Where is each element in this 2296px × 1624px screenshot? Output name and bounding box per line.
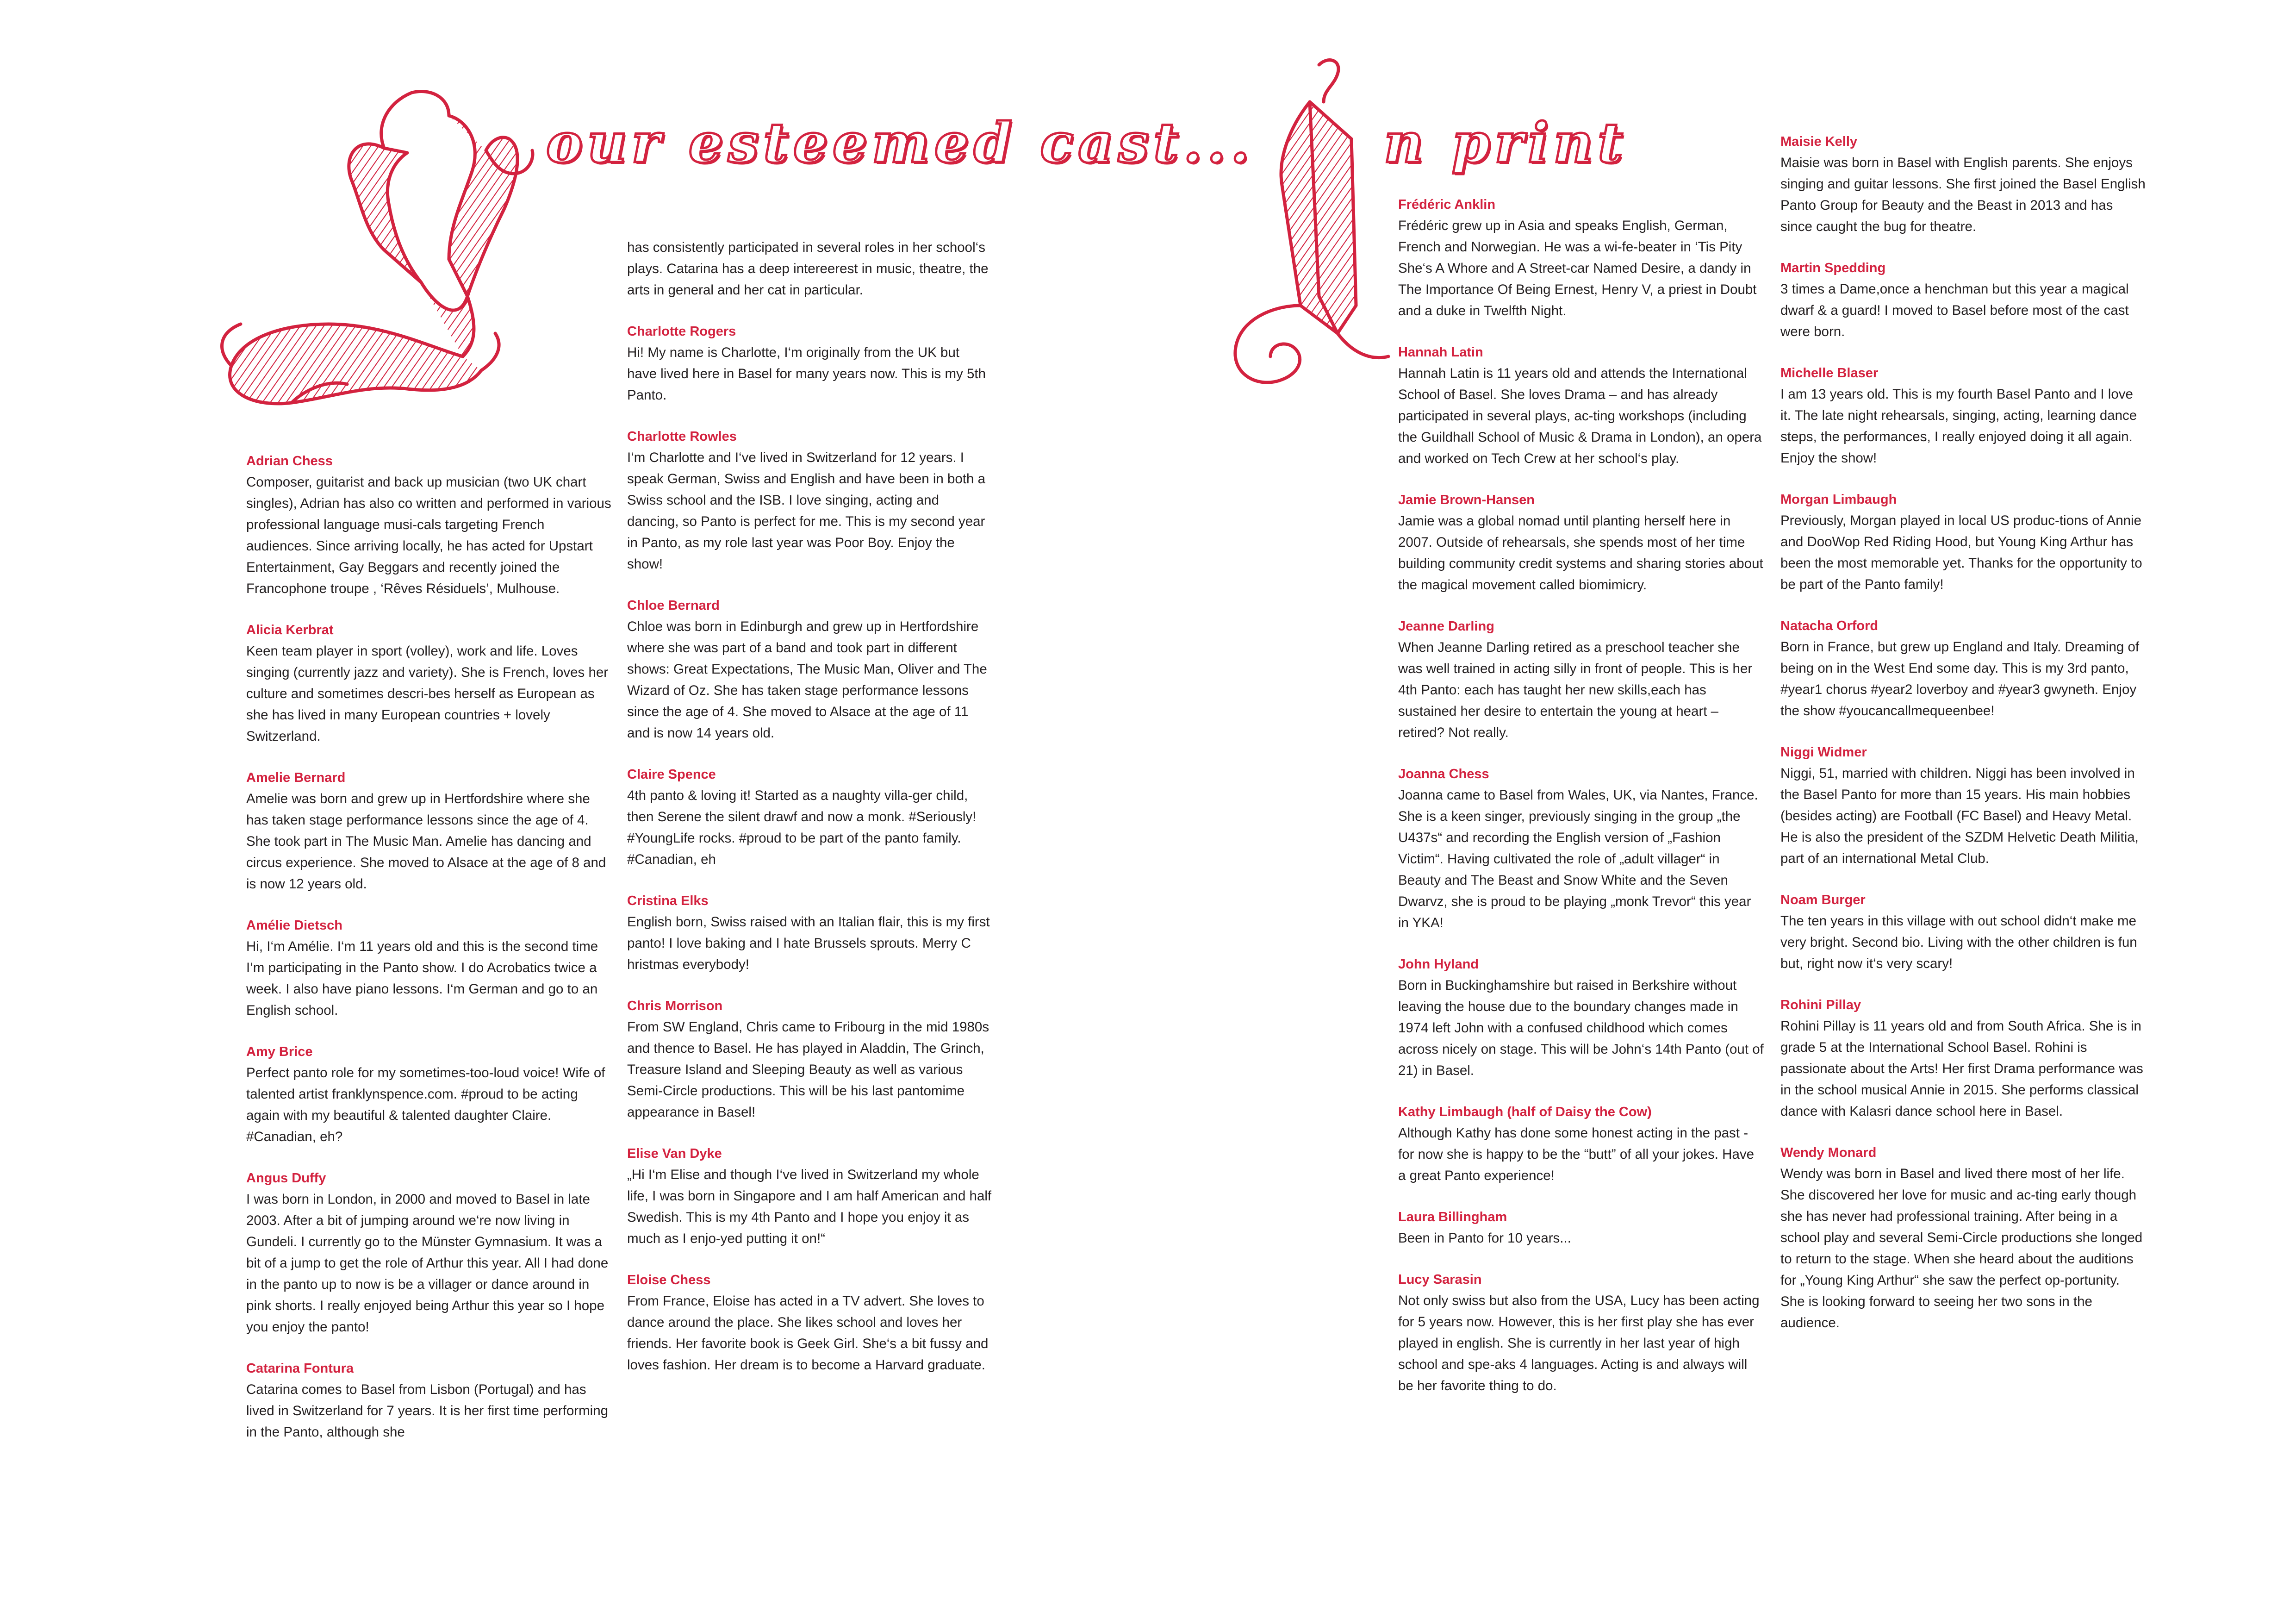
- cast-name: Jamie Brown-Hansen: [1398, 493, 1535, 507]
- cast-entry: [246, 1042, 612, 1148]
- cast-entry: [627, 595, 993, 744]
- cast-entry: [1398, 490, 1764, 596]
- cast-name: Adrian Chess: [246, 454, 333, 468]
- gothic-letter-y-icon: [190, 65, 541, 417]
- cast-bio: I was born in London, in 2000 and moved to Basel in late 2003. After a bit of jumping around we‘re now living in Gundeli. I currently go to the Münster Gymnasium. It was a bit of a jump to get the role of Arthur this year. All I had done in the panto up to now is be a villager or dance around in pink shorts. I really enjoyed being Arthur this year so I hope you enjoy the panto!: [246, 1192, 609, 1335]
- cast-entry: [1398, 194, 1764, 322]
- cast-name: Jeanne Darling: [1398, 619, 1494, 634]
- cast-bio: Composer, guitarist and back up musician (two UK chart singles), Adrian has also co written and performed in various professional language musi-cals targeting French audiences. Since arriving locally, he has acted for Upstart Entertainment, Gay Beggars and recently joined the Francophone troupe , ‘Rêves Résiduels’, Mulhouse.: [246, 475, 611, 596]
- cast-entry: [1398, 764, 1764, 934]
- cast-bio: Hi! My name is Charlotte, I‘m originally from the UK but have lived here in Basel for many years now. This is my 5th Panto.: [627, 345, 986, 403]
- title-left: our esteemed cast...: [546, 111, 1254, 175]
- cast-bio: Hi, I‘m Amélie. I‘m 11 years old and this is the second time I‘m participating in the Panto show. I do Acrobatics twice a week. I also have piano lessons. I‘m German and go to an English school.: [246, 939, 598, 1018]
- cast-name: Maisie Kelly: [1780, 134, 1858, 149]
- cast-name: Alicia Kerbrat: [246, 623, 334, 637]
- cast-name: John Hyland: [1398, 957, 1479, 972]
- cast-name: Martin Spedding: [1780, 261, 1886, 275]
- cast-name: Lucy Sarasin: [1398, 1272, 1482, 1287]
- cast-bio: When Jeanne Darling retired as a preschool teacher she was well trained in acting silly in front of people. This is her 4th Panto: each has taught her new skills,each has sustained her desire to entertain the young at heart – retired? Not really.: [1398, 640, 1753, 740]
- cast-entry: [1398, 342, 1764, 469]
- column-3: [1398, 194, 1764, 1417]
- cast-bio: Perfect panto role for my sometimes-too-loud voice! Wife of talented artist franklynspence.com. #proud to be acting again with my beautiful & talented daughter Claire. #Canadian, eh?: [246, 1065, 605, 1144]
- cast-entry: [246, 1168, 612, 1338]
- cast-entry: [1780, 131, 2146, 237]
- cast-name: Joanna Chess: [1398, 767, 1489, 781]
- cast-entry: [627, 321, 993, 406]
- cast-name: Morgan Limbaugh: [1780, 492, 1897, 507]
- cast-name: Hannah Latin: [1398, 345, 1483, 360]
- cast-name: Frédéric Anklin: [1398, 197, 1496, 212]
- cast-bio: Catarina comes to Basel from Lisbon (Portugal) and has lived in Switzerland for 7 years. It is her first time performing in the Panto, although she: [246, 1382, 609, 1440]
- cast-bio: From SW England, Chris came to Fribourg in the mid 1980s and thence to Basel. He has played in Aladdin, The Grinch, Treasure Island and Sleeping Beauty as well as various Semi-Circle productions. This will be his last pantomime appearance in Basel!: [627, 1019, 989, 1120]
- cast-bio: I am 13 years old. This is my fourth Basel Panto and I love it. The late night rehearsals, singing, acting, learning dance steps, the performances, I really enjoyed doing it all again. Enjoy the show!: [1780, 387, 2137, 466]
- cast-name: Chris Morrison: [627, 999, 723, 1013]
- cast-entry: [1780, 616, 2146, 722]
- cast-bio: Born in Buckinghamshire but raised in Berkshire without leaving the house due to the boundary changes made in 1974 left John with a confused childhood which comes across nicely on stage. This will be John‘s 14th Panto (out of 21) in Basel.: [1398, 978, 1764, 1078]
- cast-name: Niggi Widmer: [1780, 745, 1867, 760]
- column-2: [627, 237, 993, 1396]
- cast-bio: Although Kathy has done some honest acting in the past - for now she is happy to be the “butt” of all your jokes. Have a great Panto experience!: [1398, 1125, 1755, 1183]
- cast-entry: [1780, 1143, 2146, 1334]
- cast-name: Michelle Blaser: [1780, 366, 1879, 381]
- cast-entry: [1780, 363, 2146, 469]
- cast-bio: Niggi, 51, married with children. Niggi has been involved in the Basel Panto for more than 15 years. His main hobbies (besides acting) are Football (FC Basel) and Heavy Metal. He is also the president of the SZDM Helvetic Death Militia, part of an international Metal Club.: [1780, 766, 2139, 866]
- cast-bio: Not only swiss but also from the USA, Lucy has been acting for 5 years now. However, this is her first play she has ever played in english. She is currently in her last year of high school and spe-aks 4 languages. Acting is and always will be her favorite thing to do.: [1398, 1293, 1760, 1393]
- cast-name: Wendy Monard: [1780, 1145, 1877, 1160]
- cast-name: Charlotte Rogers: [627, 324, 736, 339]
- cast-bio: The ten years in this village with out school didn‘t make me very bright. Second bio. Living with the other children is fun but, right now it‘s very scary!: [1780, 913, 2137, 971]
- cast-bio: Wendy was born in Basel and lived there most of her life. She discovered her love for music and ac-ting early though she has never had professional training. After being in a school play and several Semi-Circle productions she longed to return to the stage. When she heard about the auditions for „Young King Arthur“ she saw the perfect op-portunity. She is looking forward to seeing her two sons in the audience.: [1780, 1166, 2143, 1330]
- cast-bio: „Hi I‘m Elise and though I‘ve lived in Switzerland my whole life, I was born in Singapore and I am half American and half Swedish. This is my 4th Panto and I hope you enjoy it as much as I enjo-yed putting it on!“: [627, 1167, 992, 1246]
- cast-entry: [627, 891, 993, 975]
- cast-entry: [246, 768, 612, 895]
- cast-entry: [1780, 489, 2146, 595]
- cast-entry: [246, 451, 612, 600]
- cast-name: Eloise Chess: [627, 1273, 711, 1287]
- cast-name: Cristina Elks: [627, 893, 709, 908]
- cast-bio: 3 times a Dame,once a henchman but this year a magical dwarf & a guard! I moved to Basel before most of the cast were born.: [1780, 281, 2129, 339]
- gothic-letter-i-icon: [1213, 46, 1398, 407]
- cast-bio: Keen team player in sport (volley), work and life. Loves singing (currently jazz and variety). She is French, loves her culture and sometimes descri-bes herself as European as she has lived in many European countries + lovely Switzerland.: [246, 643, 609, 744]
- cast-name: Chloe Bernard: [627, 598, 720, 613]
- cast-name: Amy Brice: [246, 1044, 313, 1059]
- cast-name: Amélie Dietsch: [246, 918, 342, 933]
- cast-bio: Been in Panto for 10 years...: [1398, 1230, 1571, 1246]
- cast-entry: [1780, 890, 2146, 974]
- cast-entry: [627, 764, 993, 870]
- cast-name: Kathy Limbaugh (half of Daisy the Cow): [1398, 1105, 1652, 1119]
- cast-entry: [1398, 1102, 1764, 1187]
- cast-bio: Born in France, but grew up England and Italy. Dreaming of being on in the West End some day. This is my 3rd panto, #year1 chorus #year2 loverboy and #year3 gwyneth. Enjoy the show #youcancallmequeenbee!: [1780, 639, 2140, 718]
- cast-entry: [1780, 742, 2146, 869]
- cast-bio: I‘m Charlotte and I‘ve lived in Switzerland for 12 years. I speak German, Swiss and English and have been in both a Swiss school and the ISB. I love singing, acting and dancing, so Panto is perfect for me. This is my second year in Panto, as my role last year was Poor Boy. Enjoy the show!: [627, 450, 986, 572]
- cast-name: Angus Duffy: [246, 1171, 326, 1186]
- cast-entry: [627, 1143, 993, 1249]
- cast-entry: [246, 620, 612, 747]
- cast-entry: [246, 1358, 612, 1443]
- title-right: n print: [1384, 111, 1628, 175]
- cast-entry: [1398, 616, 1764, 743]
- cast-entry: [1398, 954, 1764, 1081]
- cast-bio: Hannah Latin is 11 years old and attends the International School of Basel. She loves Drama – and has already participated in several plays, ac-ting workshops (including the Guildhall School of Music & Drama in London), an opera and worked on Tech Crew at her school‘s play.: [1398, 366, 1762, 466]
- cast-entry: [627, 426, 993, 575]
- cast-entry: [1398, 1207, 1764, 1249]
- cast-bio: 4th panto & loving it! Started as a naughty villa-ger child, then Serene the silent drawf and now a monk. #Seriously! #YoungLife rocks. #proud to be part of the panto family. #Canadian, eh: [627, 788, 977, 867]
- cast-name: Charlotte Rowles: [627, 429, 737, 444]
- cast-entry: [627, 996, 993, 1123]
- cast-entry: [1780, 995, 2146, 1122]
- cast-name: Catarina Fontura: [246, 1361, 354, 1376]
- cast-bio: Amelie was born and grew up in Hertfordshire where she has taken stage performance lessons since the age of 4. She took part in The Music Man. Amelie has dancing and circus experience. She moved to Alsace at the age of 8 and is now 12 years old.: [246, 791, 606, 892]
- column-4: [1780, 131, 2146, 1354]
- cast-bio: From France, Eloise has acted in a TV advert. She loves to dance around the place. She likes school and loves her friends. Her favorite book is Geek Girl. She‘s a bit fussy and loves fashion. Her dream is to become a Harvard graduate.: [627, 1293, 989, 1373]
- cast-name: Claire Spence: [627, 767, 716, 782]
- cast-name: Amelie Bernard: [246, 770, 346, 785]
- column-1: [246, 451, 612, 1463]
- cast-name: Natacha Orford: [1780, 618, 1879, 633]
- cast-bio: Frédéric grew up in Asia and speaks English, German, French and Norwegian. He was a wi-fe-beater in ‘Tis Pity She‘s A Whore and A Street-car Named Desire, a dandy in The Importance Of Being Ernest, Henry V, a priest in Doubt and a duke in Twelfth Night.: [1398, 218, 1757, 319]
- cast-bio: Joanna came to Basel from Wales, UK, via Nantes, France. She is a keen singer, previously singing in the group „the U437s“ and recording the English version of „Fashion Victim“. Having cultivated the role of „adult villager“ in Beauty and The Beast and Snow White and the Seven Dwarvz, she is proud to be playing „monk Trevor“ this year in YKA!: [1398, 787, 1758, 931]
- cast-bio: Rohini Pillay is 11 years old and from South Africa. She is in grade 5 at the International School Basel. Rohini is passionate about the Arts! Her first Drama performance was in the school musical Annie in 2015. She performs classical dance with Kalasri dance school here in Basel.: [1780, 1018, 2143, 1119]
- cast-bio: Jamie was a global nomad until planting herself here in 2007. Outside of rehearsals, she spends most of her time building community credit systems and sharing stories about the magical movement called biomimicry.: [1398, 513, 1763, 593]
- cast-entry: [246, 915, 612, 1021]
- cast-bio: has consistently participated in several roles in her school‘s plays. Catarina has a deep intereerest in music, theatre, the arts in general and her cat in particular.: [627, 240, 989, 298]
- cast-entry-continued: [627, 237, 993, 301]
- cast-name: Noam Burger: [1780, 893, 1866, 907]
- cast-name: Elise Van Dyke: [627, 1146, 722, 1161]
- cast-bio: English born, Swiss raised with an Italian flair, this is my first panto! I love baking and I hate Brussels sprouts. Merry C hristmas everybody!: [627, 914, 990, 972]
- cast-entry: [1780, 258, 2146, 343]
- cast-name: Rohini Pillay: [1780, 998, 1861, 1012]
- cast-bio: Previously, Morgan played in local US produc-tions of Annie and DooWop Red Riding Hood, but Young King Arthur has been the most memorable yet. Thanks for the opportunity to be part of the Panto family!: [1780, 513, 2142, 592]
- cast-bio: Chloe was born in Edinburgh and grew up in Hertfordshire where she was part of a band and took part in different shows: Great Expectations, The Music Man, Oliver and The Wizard of Oz. She has taken stage performance lessons since the age of 4. She moved to Alsace at the age of 11 and is now 14 years old.: [627, 619, 987, 741]
- cast-name: Laura Billingham: [1398, 1210, 1507, 1224]
- cast-bio: Maisie was born in Basel with English parents. She enjoys singing and guitar lessons. She first joined the Basel English Panto Group for Beauty and the Beast in 2013 and has since caught the bug for theatre.: [1780, 155, 2146, 234]
- cast-entry: [627, 1270, 993, 1376]
- cast-entry: [1398, 1269, 1764, 1397]
